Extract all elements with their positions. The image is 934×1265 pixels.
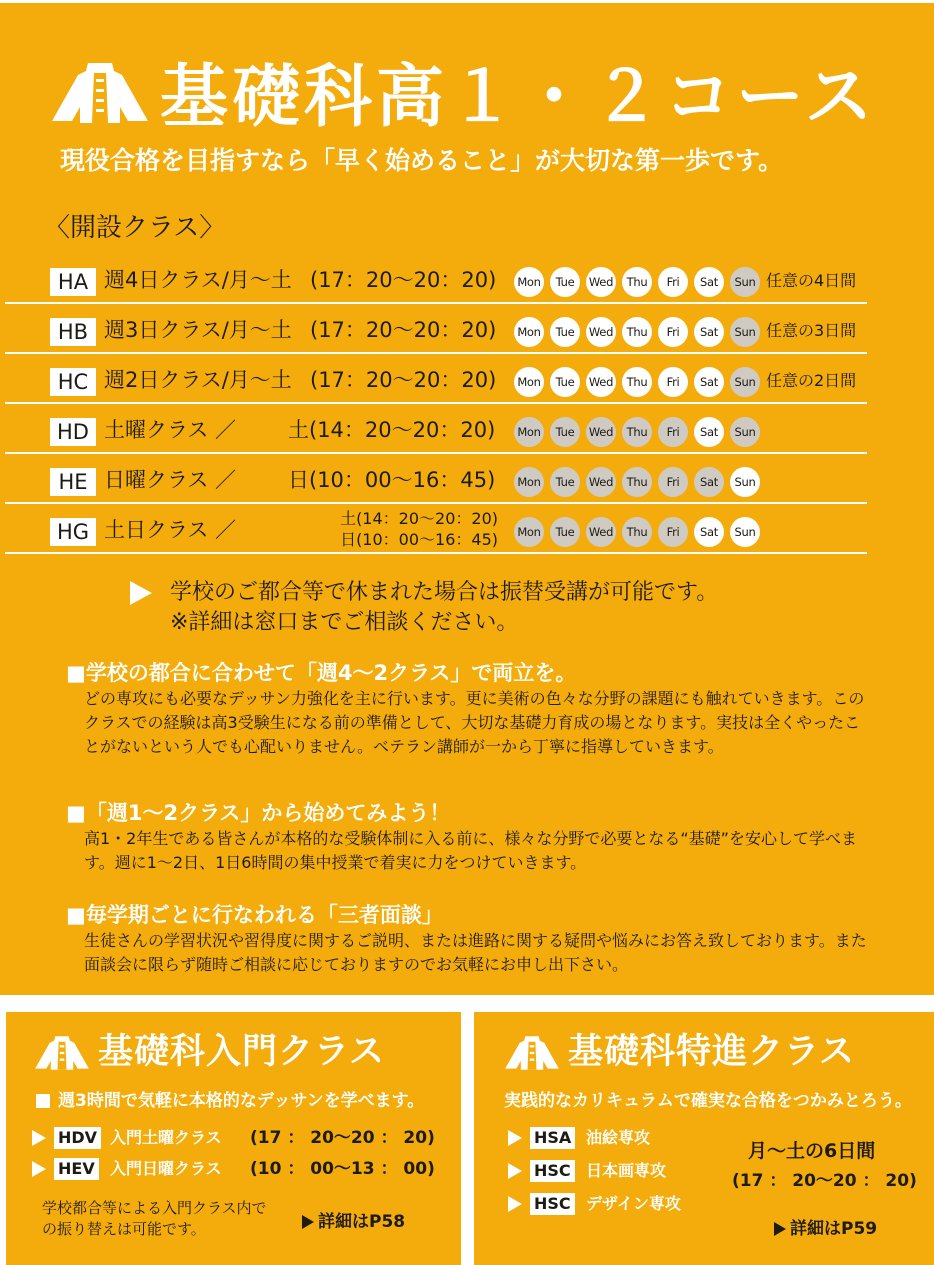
day-sat: Sat xyxy=(694,517,724,547)
day-fri: Fri xyxy=(658,417,688,447)
row-divider xyxy=(5,352,867,354)
day-sun: Sun xyxy=(730,417,760,447)
day-indicators xyxy=(514,467,766,497)
day-thu: Thu xyxy=(622,367,652,397)
row-divider xyxy=(5,452,867,454)
arrow-right-icon xyxy=(508,1196,522,1212)
class-row-hg xyxy=(0,505,934,555)
class-code: HEV xyxy=(54,1158,99,1180)
row-divider xyxy=(5,552,867,554)
day-indicators xyxy=(514,267,766,297)
day-tue: Tue xyxy=(550,267,580,297)
class-row-he xyxy=(0,455,934,505)
class-time: (17：20～20：20) xyxy=(310,268,497,292)
day-indicators xyxy=(514,417,766,447)
class-code: HC xyxy=(50,368,96,396)
day-sat: Sat xyxy=(694,317,724,347)
special-schedule: 月～土の6日間 xyxy=(748,1140,876,1162)
notice-line: 学校のご都合等で休まれた場合は振替受講が可能です。 xyxy=(170,580,719,605)
class-time: (17 ： 20～20 ： 20) xyxy=(250,1128,435,1148)
jacket-logo-icon xyxy=(50,61,150,125)
class-code: HG xyxy=(50,518,96,546)
row-divider xyxy=(5,502,867,504)
section-heading: 〈開設クラス〉 xyxy=(44,213,226,243)
class-label: 日曜クラス ／ xyxy=(104,468,237,492)
day-wed: Wed xyxy=(586,367,616,397)
day-sat: Sat xyxy=(694,367,724,397)
course-name: 日本画専攻 xyxy=(586,1161,667,1180)
day-indicators xyxy=(514,517,766,547)
class-time: 土(14：20～20：20) xyxy=(288,418,496,442)
day-thu: Thu xyxy=(622,317,652,347)
class-name: 入門日曜クラス xyxy=(110,1159,222,1178)
day-tue: Tue xyxy=(550,467,580,497)
arrow-right-icon xyxy=(32,1130,46,1146)
day-wed: Wed xyxy=(586,467,616,497)
course-code: HSC xyxy=(530,1160,575,1182)
class-label: 週2日クラス/月～土 xyxy=(104,368,292,392)
day-fri: Fri xyxy=(658,267,688,297)
feature-body: どの専攻にも必要なデッサン力強化を主に行います。更に美術の色々な分野の課題にも触れていきます。このクラスでの経験は高3受験生になる前の準備として、大切な基礎力育成の場となります。実技は全くやったことがないという人でも心配いりません。ベテラン講師が一から丁寧に指導していきます。 xyxy=(84,689,865,756)
page-subtitle: 現役合格を目指すなら「早く始めること」が大切な第一歩です。 xyxy=(60,146,784,175)
special-class-panel xyxy=(474,1012,934,1265)
day-sat: Sat xyxy=(694,467,724,497)
day-mon: Mon xyxy=(514,517,544,547)
day-fri: Fri xyxy=(658,517,688,547)
intro-class-panel xyxy=(6,1012,461,1265)
class-code: HA xyxy=(50,268,96,296)
course-name: デザイン専攻 xyxy=(586,1194,681,1213)
special-time: (17 ： 20～20 ： 20) xyxy=(732,1171,917,1191)
notice-detail: ※詳細は窓口までご相談ください。 xyxy=(170,610,519,635)
day-fri: Fri xyxy=(658,317,688,347)
day-wed: Wed xyxy=(586,267,616,297)
arrow-right-icon xyxy=(302,1215,314,1229)
course-code: HSC xyxy=(530,1193,575,1215)
day-indicators xyxy=(514,367,766,397)
special-title: 基礎科特進クラス xyxy=(568,1032,855,1072)
day-sun: Sun xyxy=(730,367,760,397)
class-label: 週4日クラス/月～土 xyxy=(104,268,292,292)
day-tue: Tue xyxy=(550,517,580,547)
class-time: (17：20～20：20) xyxy=(310,318,497,342)
class-code: HE xyxy=(50,468,96,496)
day-thu: Thu xyxy=(622,417,652,447)
detail-link[interactable]: 詳細はP59 xyxy=(790,1219,878,1239)
class-row-hc xyxy=(0,355,934,405)
feature-heading: ■「週1～2クラス」から始めてみよう！ xyxy=(66,801,451,825)
class-time: (17：20～20：20) xyxy=(310,368,497,392)
arrow-right-icon xyxy=(508,1130,522,1146)
jacket-logo-icon xyxy=(504,1034,560,1072)
day-mon: Mon xyxy=(514,417,544,447)
arrow-right-icon xyxy=(130,581,152,605)
day-sun: Sun xyxy=(730,517,760,547)
day-mon: Mon xyxy=(514,467,544,497)
feature-heading: ■学校の都合に合わせて「週4～2クラス」で両立を。 xyxy=(66,661,577,685)
day-sun: Sun xyxy=(730,267,760,297)
class-name: 入門土曜クラス xyxy=(110,1128,222,1147)
class-label: 土曜クラス ／ xyxy=(104,418,237,442)
day-sat: Sat xyxy=(694,417,724,447)
square-bullet-icon xyxy=(36,1094,50,1108)
special-subtitle: 実践的なカリキュラムで確実な合格をつかみとろう。 xyxy=(504,1091,912,1111)
class-code: HD xyxy=(50,418,96,446)
class-time: (10 ： 00～13 ： 00) xyxy=(250,1159,435,1179)
day-sun: Sun xyxy=(730,317,760,347)
feature-body: 高1・2年生である皆さんが本格的な受験体制に入る前に、様々な分野で必要となる“基礎”を安心して学べます。週に1～2日、1日6時間の集中授業で着実に力をつけていきます。 xyxy=(84,829,857,872)
day-fri: Fri xyxy=(658,367,688,397)
intro-subtitle: 週3時間で気軽に本格的なデッサンを学べます。 xyxy=(58,1091,425,1111)
class-note: 任意の3日間 xyxy=(766,321,857,340)
intro-title: 基礎科入門クラス xyxy=(98,1032,385,1072)
day-tue: Tue xyxy=(550,417,580,447)
detail-link[interactable]: 詳細はP58 xyxy=(318,1212,406,1232)
class-time-sat: 土(14：20～20：20) xyxy=(340,509,498,528)
class-row-ha xyxy=(0,255,934,305)
course-name: 油絵専攻 xyxy=(586,1128,651,1147)
class-row-hd xyxy=(0,405,934,455)
row-divider xyxy=(5,402,867,404)
day-thu: Thu xyxy=(622,467,652,497)
arrow-right-icon xyxy=(508,1163,522,1179)
day-indicators xyxy=(514,317,766,347)
arrow-right-icon xyxy=(32,1161,46,1177)
class-label: 土日クラス ／ xyxy=(104,518,237,542)
day-sat: Sat xyxy=(694,267,724,297)
day-thu: Thu xyxy=(622,267,652,297)
day-wed: Wed xyxy=(586,317,616,347)
day-tue: Tue xyxy=(550,317,580,347)
row-divider xyxy=(5,302,867,304)
class-time: 日(10：00～16：45) xyxy=(288,468,496,492)
arrow-right-icon xyxy=(774,1222,786,1236)
class-code: HDV xyxy=(54,1127,101,1149)
class-time-sun: 日(10：00～16：45) xyxy=(340,530,498,549)
class-row-hb xyxy=(0,305,934,355)
class-note: 任意の4日間 xyxy=(766,271,857,290)
course-code: HSA xyxy=(530,1127,575,1149)
day-fri: Fri xyxy=(658,467,688,497)
day-wed: Wed xyxy=(586,517,616,547)
feature-heading: ■毎学期ごとに行なわれる「三者面談」 xyxy=(66,903,443,927)
day-mon: Mon xyxy=(514,267,544,297)
class-label: 週3日クラス/月～土 xyxy=(104,318,292,342)
class-note: 任意の2日間 xyxy=(766,371,857,390)
class-code: HB xyxy=(50,318,96,346)
day-thu: Thu xyxy=(622,517,652,547)
page-title: 基礎科高１・２コース xyxy=(160,58,877,137)
day-mon: Mon xyxy=(514,317,544,347)
day-wed: Wed xyxy=(586,417,616,447)
feature-body: 生徒さんの学習状況や習得度に関するご説明、または進路に関する疑問や悩みにお答え致しております。また面談会に限らず随時ご相談に応じておりますのでお気軽にお申し出下さい。 xyxy=(84,931,867,974)
day-mon: Mon xyxy=(514,367,544,397)
day-tue: Tue xyxy=(550,367,580,397)
intro-note: 学校都合等による入門クラス内での振り替えは可能です。 xyxy=(42,1199,267,1238)
day-sun: Sun xyxy=(730,467,760,497)
jacket-logo-icon xyxy=(34,1034,90,1072)
